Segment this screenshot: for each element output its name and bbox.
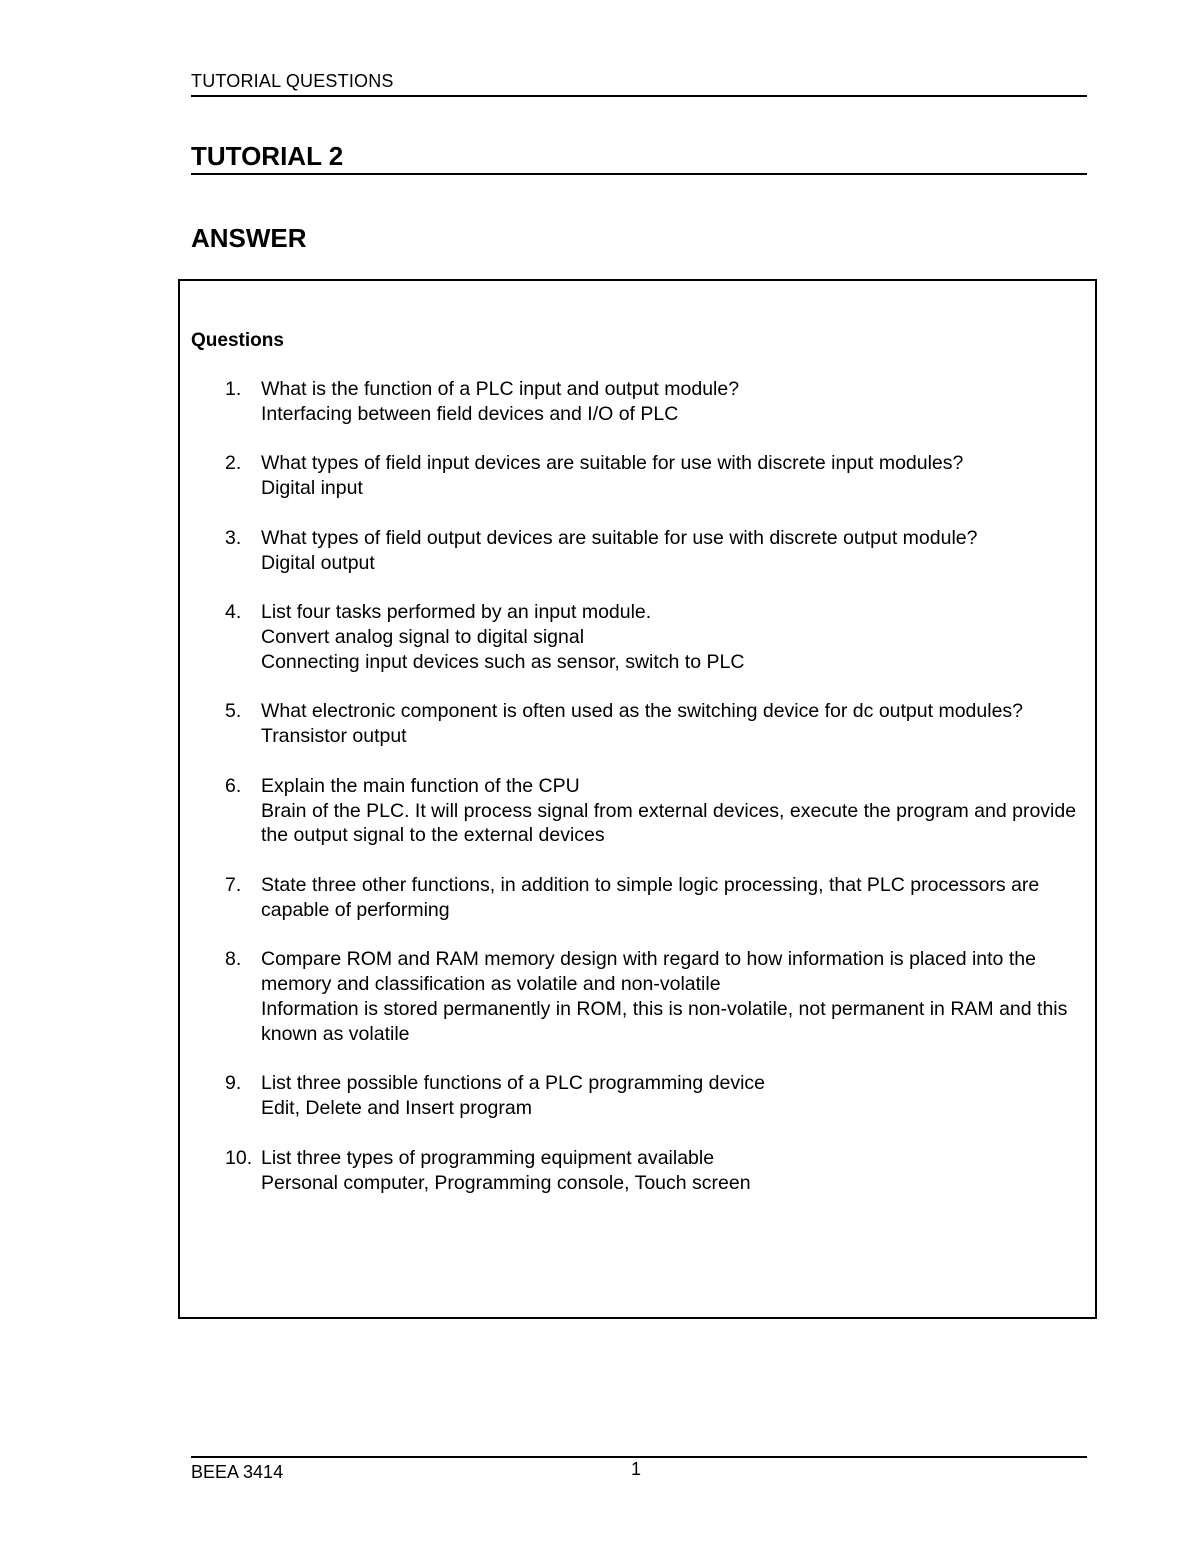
question-text: What types of field output devices are suitable for use with discrete output module? bbox=[261, 526, 978, 549]
question-number: 4. bbox=[225, 601, 242, 624]
question-number: 1. bbox=[225, 378, 242, 400]
question-text: Explain the main function of the CPU bbox=[261, 774, 580, 797]
answer-text: Brain of the PLC. It will process signal from external devices, execute the program and provide the output signal to the external devices bbox=[261, 799, 1077, 847]
question-item bbox=[191, 873, 1091, 923]
answer-text: Edit, Delete and Insert program bbox=[261, 1097, 532, 1120]
question-item bbox=[191, 451, 1091, 501]
question-item bbox=[191, 774, 1091, 848]
question-item bbox=[191, 526, 1091, 576]
page-title: TUTORIAL 2 bbox=[191, 141, 344, 171]
answer-text: Interfacing between field devices and I/O of PLC bbox=[261, 402, 679, 425]
question-text: List three possible functions of a PLC programming device bbox=[261, 1072, 766, 1095]
answer-text: Convert analog signal to digital signal bbox=[261, 625, 585, 648]
question-item bbox=[191, 947, 1091, 1046]
question-text: State three other functions, in addition to simple logic processing, that PLC processors are capable of performing bbox=[261, 873, 1040, 921]
answer-text: Personal computer, Programming console, Touch screen bbox=[261, 1171, 751, 1194]
question-text: What electronic component is often used as the switching device for dc output modules? bbox=[261, 700, 1024, 723]
question-text: Compare ROM and RAM memory design with regard to how information is placed into the memory and classification as volatile and non-volatile bbox=[261, 948, 1036, 996]
question-item bbox=[191, 699, 1091, 749]
question-list bbox=[191, 377, 1091, 1220]
question-number: 8. bbox=[225, 948, 242, 971]
answer-text: Connecting input devices such as sensor, switch to PLC bbox=[261, 650, 745, 673]
footer-rule bbox=[191, 1456, 1087, 1458]
title-rule bbox=[191, 173, 1087, 175]
question-text: What is the function of a PLC input and output module? bbox=[261, 378, 740, 400]
course-code: BEEA 3414 bbox=[191, 1462, 284, 1482]
answer-text: Digital output bbox=[261, 551, 375, 574]
answer-text: Digital input bbox=[261, 477, 363, 500]
page-number: 1 bbox=[631, 1459, 642, 1479]
running-header: TUTORIAL QUESTIONS bbox=[191, 71, 394, 91]
answer-heading: ANSWER bbox=[191, 223, 307, 253]
questions-heading: Questions bbox=[191, 330, 284, 351]
question-number: 3. bbox=[225, 526, 242, 549]
question-text: What types of field input devices are suitable for use with discrete input modules? bbox=[261, 452, 964, 475]
question-text: List three types of programming equipment available bbox=[261, 1146, 715, 1169]
question-text: List four tasks performed by an input module. bbox=[261, 601, 652, 624]
answer-text: Transistor output bbox=[261, 725, 407, 748]
question-number: 6. bbox=[225, 774, 242, 797]
question-number: 7. bbox=[225, 873, 242, 896]
question-item bbox=[191, 1146, 1091, 1196]
question-number: 2. bbox=[225, 452, 242, 475]
question-item bbox=[191, 377, 1091, 427]
header-rule bbox=[191, 95, 1087, 97]
question-number: 5. bbox=[225, 700, 242, 723]
question-number: 10. bbox=[225, 1146, 253, 1169]
answer-text: Information is stored permanently in ROM, this is non-volatile, not permanent in RAM and this known as volatile bbox=[261, 997, 1068, 1045]
question-item bbox=[191, 1071, 1091, 1121]
question-number: 9. bbox=[225, 1072, 242, 1095]
question-item bbox=[191, 600, 1091, 674]
